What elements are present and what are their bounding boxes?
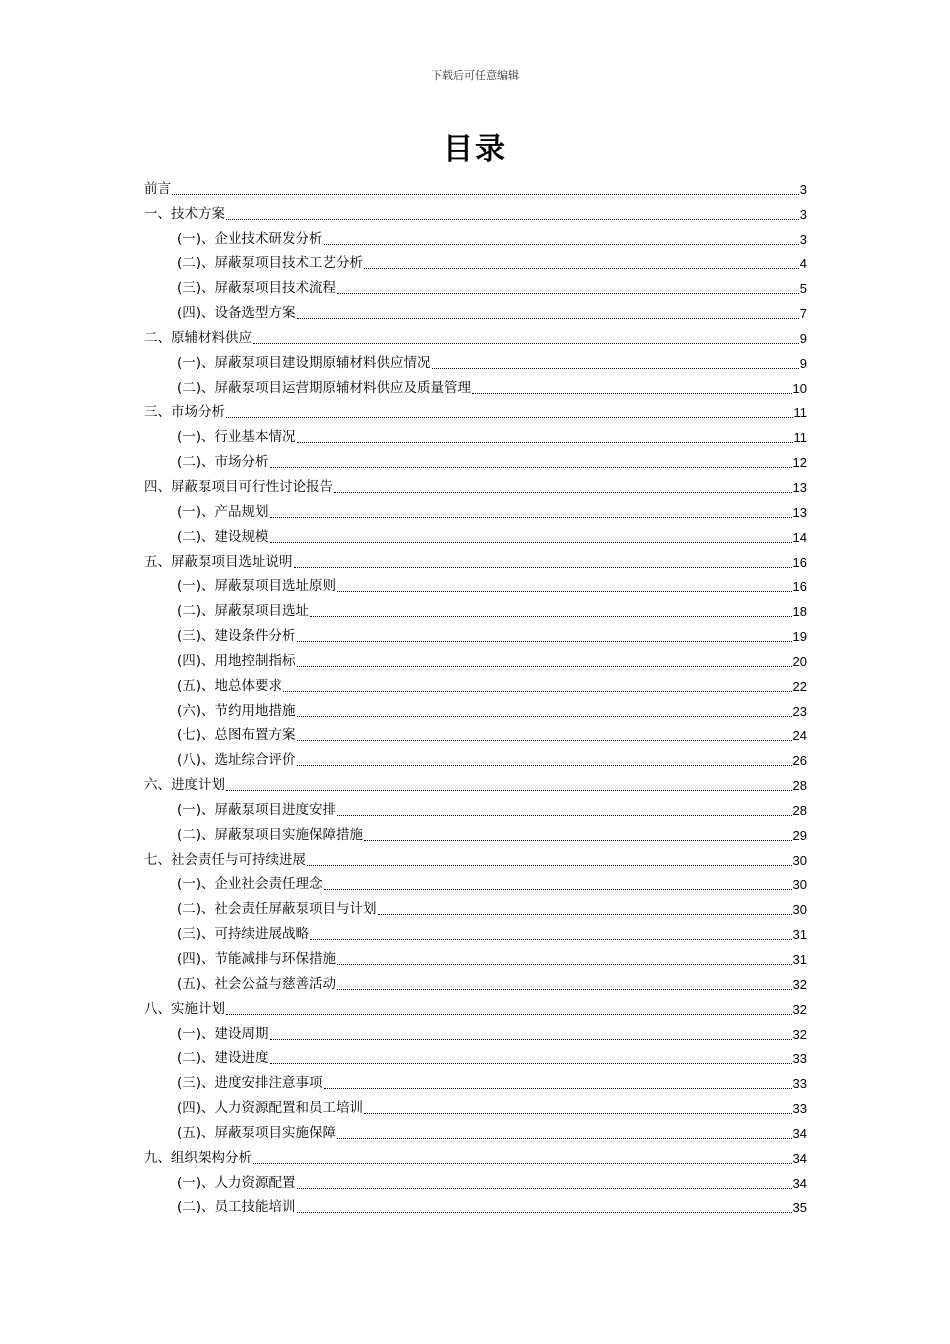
toc-entry[interactable] xyxy=(144,771,807,796)
toc-dot-leader xyxy=(226,790,792,791)
toc-entry-page: 33 xyxy=(792,1101,807,1117)
toc-entry-label: 三、市场分析 xyxy=(144,404,225,421)
toc-entry-page: 3 xyxy=(799,231,807,247)
toc-entry[interactable] xyxy=(144,895,807,920)
toc-dot-leader xyxy=(297,666,792,667)
toc-entry[interactable] xyxy=(144,920,807,945)
toc-entry-page: 32 xyxy=(792,1001,807,1017)
toc-entry[interactable] xyxy=(144,647,807,672)
toc-entry[interactable] xyxy=(144,448,807,473)
toc-entry-label: (二)、建设进度 xyxy=(177,1050,269,1067)
toc-entry-page: 14 xyxy=(792,529,807,545)
toc-entry-page: 9 xyxy=(799,330,807,346)
toc-entry-page: 5 xyxy=(799,281,807,297)
toc-entry-page: 24 xyxy=(792,728,807,744)
toc-entry[interactable] xyxy=(144,672,807,697)
toc-entry-page: 30 xyxy=(792,902,807,918)
toc-entry-page: 11 xyxy=(793,430,807,446)
toc-dot-leader xyxy=(253,343,799,344)
toc-entry-label: (三)、进度安排注意事项 xyxy=(177,1075,323,1092)
toc-entry-label: (三)、建设条件分析 xyxy=(177,628,296,645)
toc-entry[interactable] xyxy=(144,746,807,771)
toc-entry-page: 13 xyxy=(792,504,807,520)
toc-entry-label: (二)、屏蔽泵项目技术工艺分析 xyxy=(177,255,364,272)
toc-entry-page: 34 xyxy=(792,1175,807,1191)
toc-entry-page: 30 xyxy=(792,877,807,893)
toc-entry[interactable] xyxy=(144,250,807,275)
toc-entry-label: (三)、可持续进展战略 xyxy=(177,926,310,943)
toc-dot-leader xyxy=(337,815,791,816)
toc-dot-leader xyxy=(270,1063,792,1064)
toc-entry[interactable] xyxy=(144,200,807,225)
toc-entry[interactable] xyxy=(144,299,807,324)
toc-entry-page: 7 xyxy=(799,306,807,322)
toc-dot-leader xyxy=(337,293,799,294)
toc-dot-leader xyxy=(297,641,792,642)
toc-entry[interactable] xyxy=(144,473,807,498)
toc-entry-page: 34 xyxy=(792,1125,807,1141)
toc-entry-page: 16 xyxy=(792,554,807,570)
toc-entry-label: 前言 xyxy=(144,180,171,197)
header-note: 下载后可任意编辑 xyxy=(431,69,519,82)
toc-entry[interactable] xyxy=(144,1069,807,1094)
toc-entry[interactable] xyxy=(144,1045,807,1070)
toc-dot-leader xyxy=(226,219,799,220)
toc-entry[interactable] xyxy=(144,1094,807,1119)
toc-entry[interactable] xyxy=(144,399,807,424)
toc-entry-page: 28 xyxy=(792,778,807,794)
toc-entry-label: 六、进度计划 xyxy=(144,777,225,794)
toc-dot-leader xyxy=(270,517,792,518)
toc-entry-label: (一)、屏蔽泵项目建设期原辅材料供应情况 xyxy=(177,354,431,371)
toc-dot-leader xyxy=(472,393,791,394)
toc-entry-page: 31 xyxy=(792,952,807,967)
toc-entry-page: 3 xyxy=(799,206,807,222)
toc-entry-page: 35 xyxy=(792,1200,807,1216)
toc-entry-label: (二)、社会责任屏蔽泵项目与计划 xyxy=(177,901,377,918)
toc-entry-label: (五)、地总体要求 xyxy=(177,677,283,694)
toc-dot-leader xyxy=(172,194,799,195)
toc-dot-leader xyxy=(310,616,791,617)
toc-entry-page: 11 xyxy=(793,405,807,421)
toc-entry-label: (四)、用地控制指标 xyxy=(177,652,296,669)
toc-entry-label: (一)、屏蔽泵项目进度安排 xyxy=(177,801,337,818)
toc-entry-page: 18 xyxy=(792,604,807,620)
toc-entry-page: 32 xyxy=(792,1026,807,1042)
toc-entry[interactable] xyxy=(144,175,807,200)
toc-entry[interactable] xyxy=(144,523,807,548)
toc-entry[interactable] xyxy=(144,573,807,598)
toc-entry[interactable] xyxy=(144,374,807,399)
toc-entry-page: 33 xyxy=(792,1051,807,1067)
toc-dot-leader xyxy=(310,939,791,940)
toc-entry[interactable] xyxy=(144,498,807,523)
toc-entry-label: (二)、市场分析 xyxy=(177,454,269,471)
page-title: 目录 xyxy=(443,132,507,167)
toc-entry-label: (一)、产品规划 xyxy=(177,503,269,520)
toc-entry-label: (一)、行业基本情况 xyxy=(177,429,296,446)
toc-entry-label: (二)、建设规模 xyxy=(177,528,269,545)
toc-entry[interactable] xyxy=(144,548,807,573)
toc-entry-page: 4 xyxy=(799,256,807,272)
toc-entry[interactable] xyxy=(144,945,807,970)
toc-entry[interactable] xyxy=(144,1119,807,1144)
toc-dot-leader xyxy=(324,889,792,890)
toc-dot-leader xyxy=(324,244,799,245)
toc-dot-leader xyxy=(364,840,791,841)
toc-dot-leader xyxy=(337,964,791,965)
toc-entry-label: (一)、企业技术研发分析 xyxy=(177,230,323,247)
toc-entry[interactable] xyxy=(144,1194,807,1219)
toc-entry-label: (八)、选址综合评价 xyxy=(177,752,296,769)
toc-entry-page: 19 xyxy=(792,629,807,645)
toc-entry-page: 34 xyxy=(792,1150,807,1166)
toc-entry-label: (三)、屏蔽泵项目技术流程 xyxy=(177,280,337,297)
toc-dot-leader xyxy=(226,417,793,418)
toc-dot-leader xyxy=(253,1163,792,1164)
toc-entry-label: (二)、屏蔽泵项目实施保障措施 xyxy=(177,826,364,843)
toc-entry-page: 32 xyxy=(792,976,807,992)
toc-dot-leader xyxy=(432,368,799,369)
toc-entry-label: 七、社会责任与可持续进展 xyxy=(144,851,306,868)
toc-entry-page: 28 xyxy=(792,802,807,818)
toc-dot-leader xyxy=(364,268,799,269)
toc-entry-page: 33 xyxy=(792,1076,807,1092)
toc-dot-leader xyxy=(270,1039,792,1040)
toc-entry-page: 12 xyxy=(792,455,807,471)
toc-dot-leader xyxy=(364,1113,791,1114)
toc-entry-page: 9 xyxy=(799,355,807,371)
toc-entry[interactable] xyxy=(144,846,807,871)
toc-dot-leader xyxy=(294,567,792,568)
toc-entry-label: (一)、屏蔽泵项目选址原则 xyxy=(177,578,337,595)
toc-entry-label: (五)、社会公益与慈善活动 xyxy=(177,975,337,992)
toc-dot-leader xyxy=(297,318,799,319)
toc-entry[interactable] xyxy=(144,796,807,821)
toc-dot-leader xyxy=(297,765,792,766)
toc-entry-label: 八、实施计划 xyxy=(144,1000,225,1017)
toc-dot-leader xyxy=(334,492,792,493)
toc-dot-leader xyxy=(337,1138,791,1139)
toc-entry-page: 13 xyxy=(792,479,807,495)
toc-entry-label: (七)、总图布置方案 xyxy=(177,727,296,744)
toc-entry-label: 四、屏蔽泵项目可行性讨论报告 xyxy=(144,478,333,495)
toc-entry[interactable] xyxy=(144,697,807,722)
toc-entry-page: 31 xyxy=(792,927,807,943)
toc-dot-leader xyxy=(297,1188,792,1189)
toc-entry[interactable] xyxy=(144,1169,807,1194)
toc-entry-page: 10 xyxy=(792,380,807,396)
toc-entry-label: 一、技术方案 xyxy=(144,205,225,222)
toc-entry[interactable] xyxy=(144,821,807,846)
toc-dot-leader xyxy=(337,989,791,990)
toc-entry-page: 23 xyxy=(792,703,807,719)
toc-entry-page: 20 xyxy=(792,653,807,669)
toc-dot-leader xyxy=(283,691,791,692)
toc-entry-label: (一)、企业社会责任理念 xyxy=(177,876,323,893)
toc-entry[interactable] xyxy=(144,970,807,995)
toc-entry[interactable] xyxy=(144,225,807,250)
toc-entry-label: (二)、员工技能培训 xyxy=(177,1199,296,1216)
toc-entry[interactable] xyxy=(144,1144,807,1169)
toc-dot-leader xyxy=(337,591,791,592)
toc-entry-label: (四)、人力资源配置和员工培训 xyxy=(177,1100,364,1117)
toc-entry-label: (一)、人力资源配置 xyxy=(177,1174,296,1191)
toc-entry-label: 九、组织架构分析 xyxy=(144,1149,252,1166)
toc-entry[interactable] xyxy=(144,995,807,1020)
toc-dot-leader xyxy=(270,542,792,543)
toc-entry[interactable] xyxy=(144,1020,807,1045)
toc-dot-leader xyxy=(270,467,792,468)
toc-entry[interactable] xyxy=(144,423,807,448)
table-of-contents xyxy=(144,175,807,1218)
toc-entry[interactable] xyxy=(144,597,807,622)
toc-dot-leader xyxy=(297,442,793,443)
toc-entry-label: (四)、节能减排与环保措施 xyxy=(177,951,337,967)
toc-entry-label: (二)、屏蔽泵项目选址 xyxy=(177,603,310,620)
toc-entry[interactable] xyxy=(144,274,807,299)
toc-entry-label: (四)、设备选型方案 xyxy=(177,305,296,322)
toc-entry-page: 16 xyxy=(792,579,807,595)
toc-entry-label: 二、原辅材料供应 xyxy=(144,329,252,346)
toc-dot-leader xyxy=(307,865,792,866)
toc-entry[interactable] xyxy=(144,871,807,896)
toc-entry[interactable] xyxy=(144,622,807,647)
toc-dot-leader xyxy=(297,716,792,717)
toc-dot-leader xyxy=(378,914,792,915)
toc-entry[interactable] xyxy=(144,722,807,747)
toc-entry-label: (二)、屏蔽泵项目运营期原辅材料供应及质量管理 xyxy=(177,379,472,396)
toc-entry[interactable] xyxy=(144,324,807,349)
toc-entry-page: 22 xyxy=(792,678,807,694)
toc-entry[interactable] xyxy=(144,349,807,374)
toc-entry-page: 26 xyxy=(792,753,807,769)
toc-entry-page: 3 xyxy=(799,181,807,197)
toc-entry-page: 30 xyxy=(792,852,807,868)
toc-entry-label: (六)、节约用地措施 xyxy=(177,702,296,719)
toc-entry-label: (一)、建设周期 xyxy=(177,1025,269,1042)
toc-dot-leader xyxy=(297,740,792,741)
toc-dot-leader xyxy=(297,1212,792,1213)
toc-entry-page: 29 xyxy=(792,827,807,843)
toc-dot-leader xyxy=(324,1088,792,1089)
toc-entry-label: 五、屏蔽泵项目选址说明 xyxy=(144,553,293,570)
toc-entry-label: (五)、屏蔽泵项目实施保障 xyxy=(177,1124,337,1141)
toc-dot-leader xyxy=(226,1014,792,1015)
